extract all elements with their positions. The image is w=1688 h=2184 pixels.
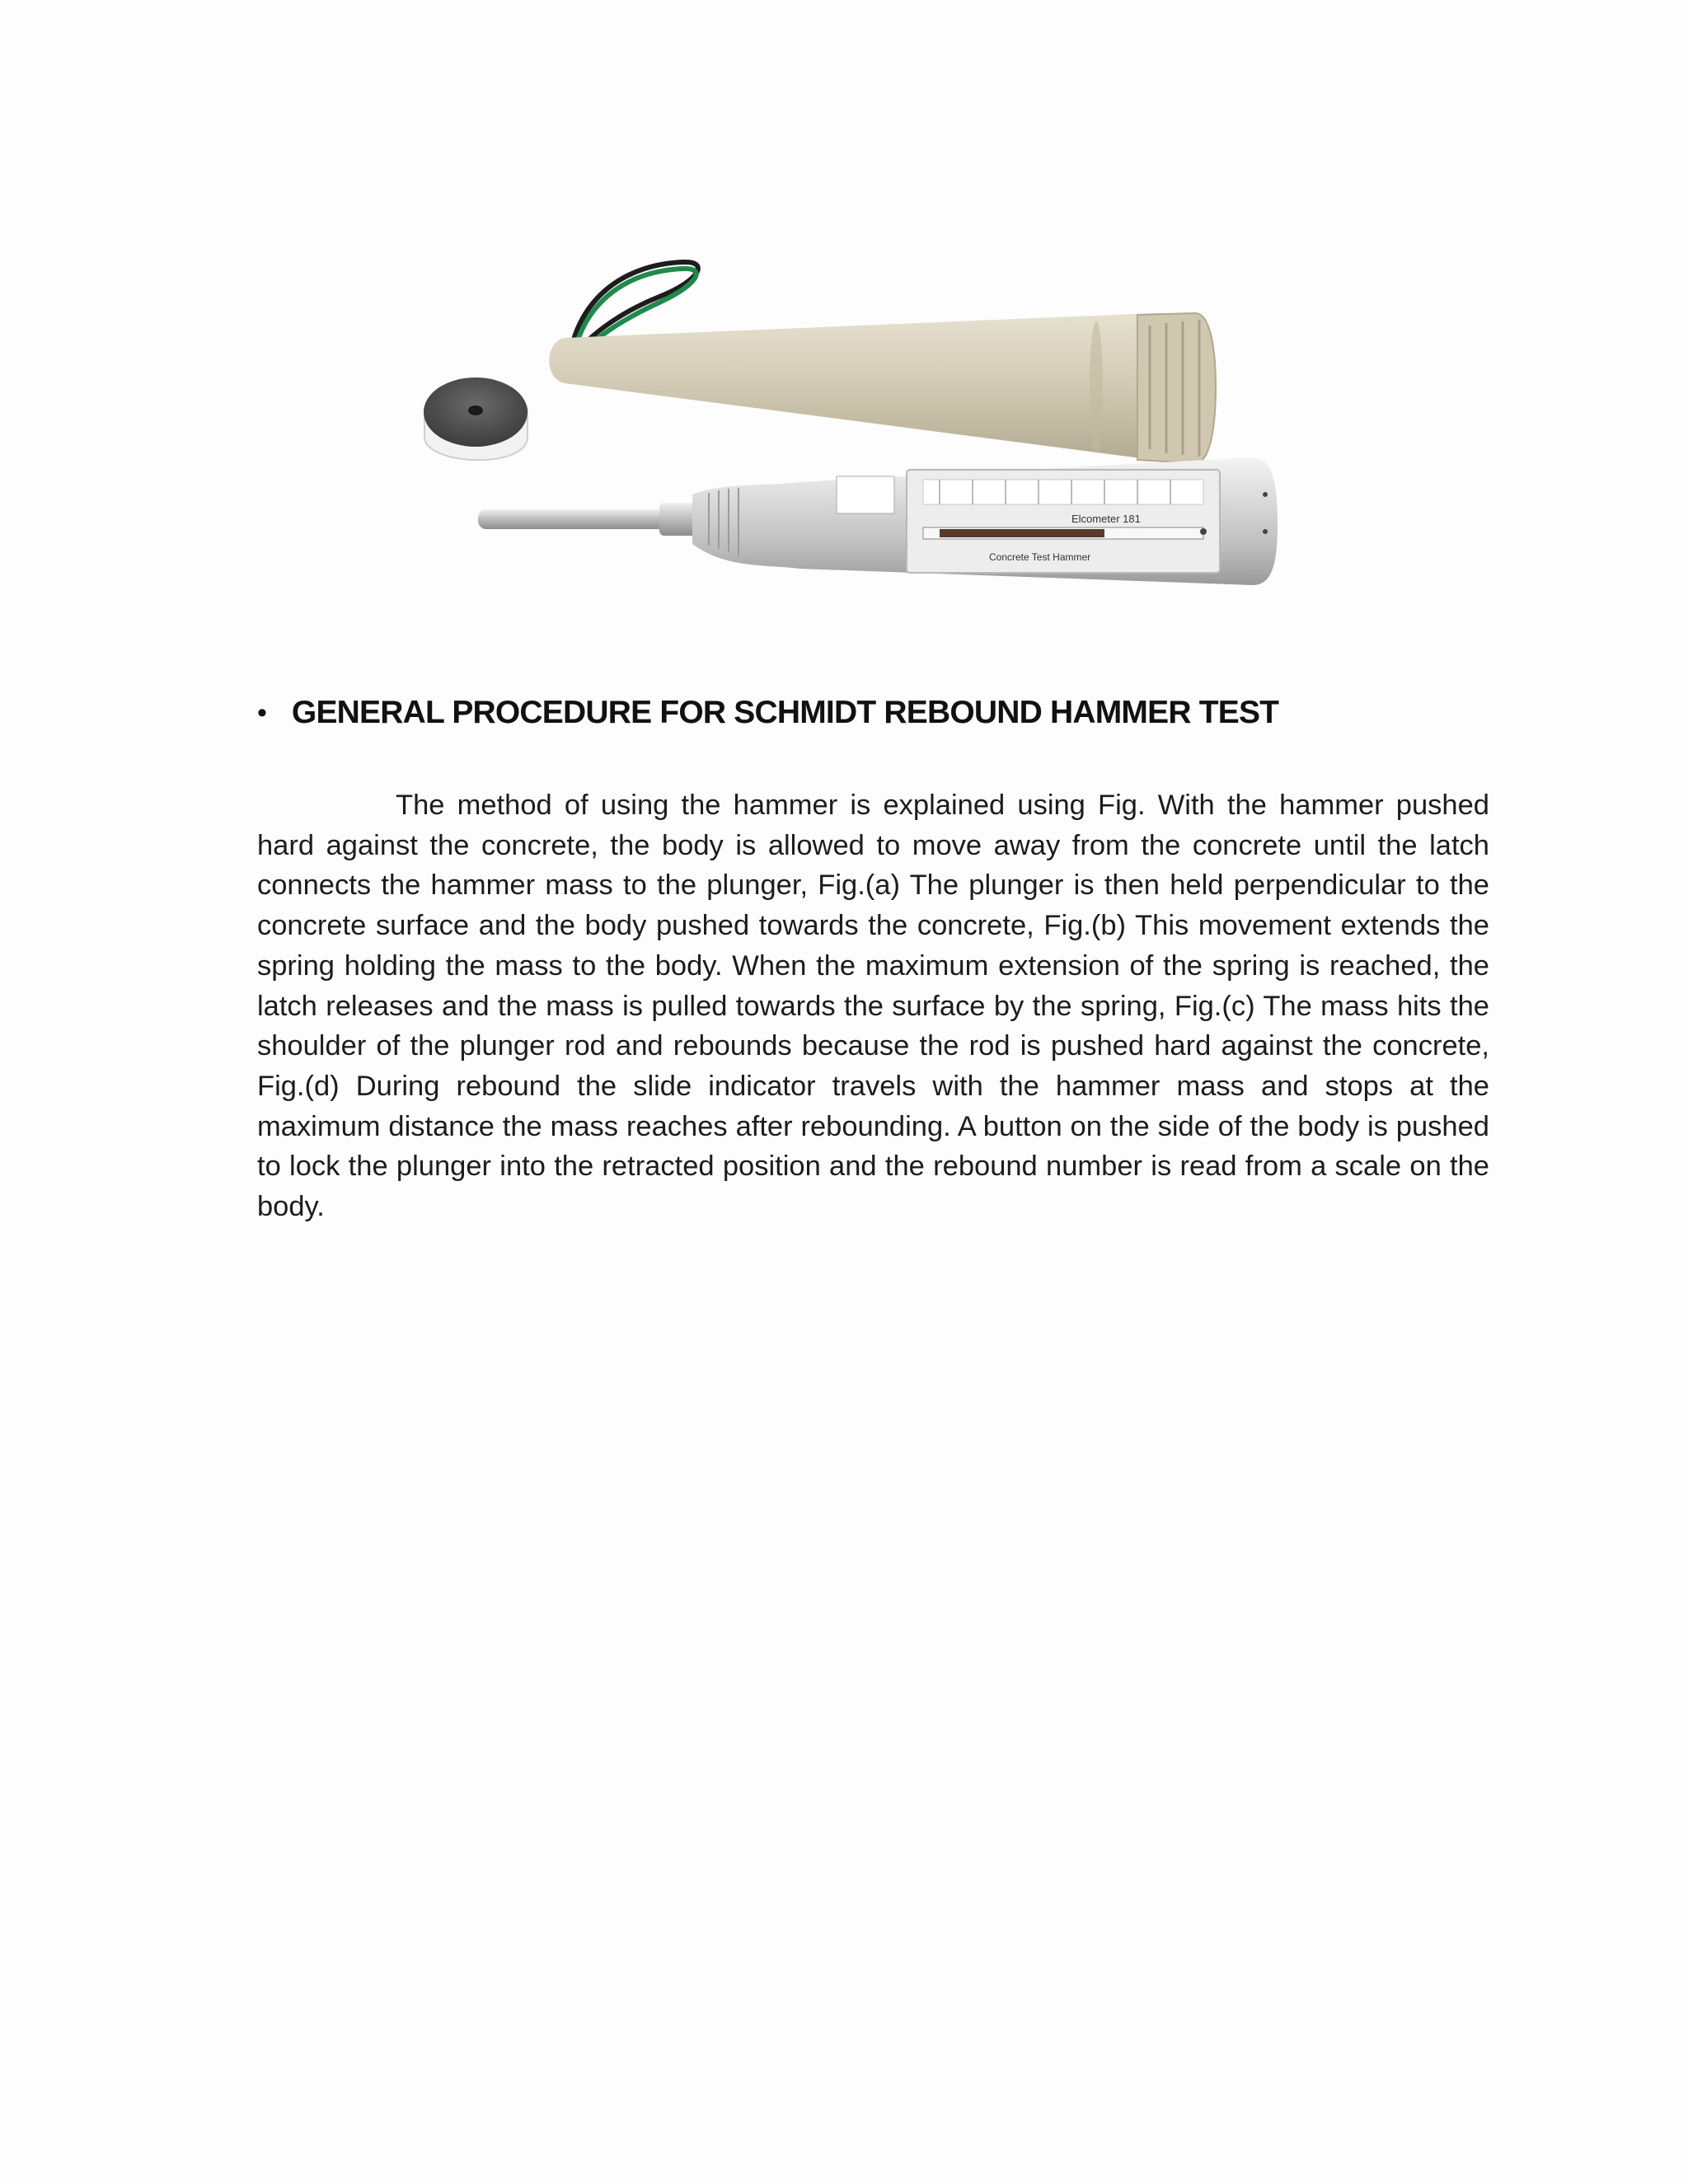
section-heading	[257, 688, 1493, 738]
rebound-hammer-figure	[412, 247, 1286, 593]
plunger-rod	[478, 503, 696, 536]
product-label: Concrete Test Hammer	[989, 551, 1091, 563]
grinding-stone	[424, 377, 528, 460]
model-label: Elcometer 181	[1071, 513, 1141, 525]
procedure-paragraph: The method of using the hammer is explained using Fig. With the hammer pushed hard against the concrete, the body is allowed to move away from the concrete until the latch connects the hammer mass to the plunger, Fig.(a) The plunger is then held perpendicular to the concrete surface and the body pushed towards the concrete, Fig.(b) This movement extends the spring holding the mass to the body. When the maximum extension of the spring is reached, the latch releases and the mass is pulled towards the surface by the spring, Fig.(c) The mass hits the shoulder of the plunger rod and rebounds because the rod is pushed hard against the concrete, Fig.(d) During rebound the slide indicator travels with the hammer mass and stops at the maximum distance the mass reaches after rebounding. A button on the side of the body is pushed to lock the plunger into the retracted position and the rebound number is read from a scale on the body.	[257, 790, 1489, 1223]
section-heading-text: GENERAL PROCEDURE FOR SCHMIDT REBOUND HAMMER TEST	[291, 695, 1279, 730]
protective-cap	[549, 313, 1216, 463]
rebound-hammer-illustration	[412, 247, 1286, 593]
bullet-marker: •	[257, 697, 267, 729]
hammer-body	[692, 457, 1278, 585]
